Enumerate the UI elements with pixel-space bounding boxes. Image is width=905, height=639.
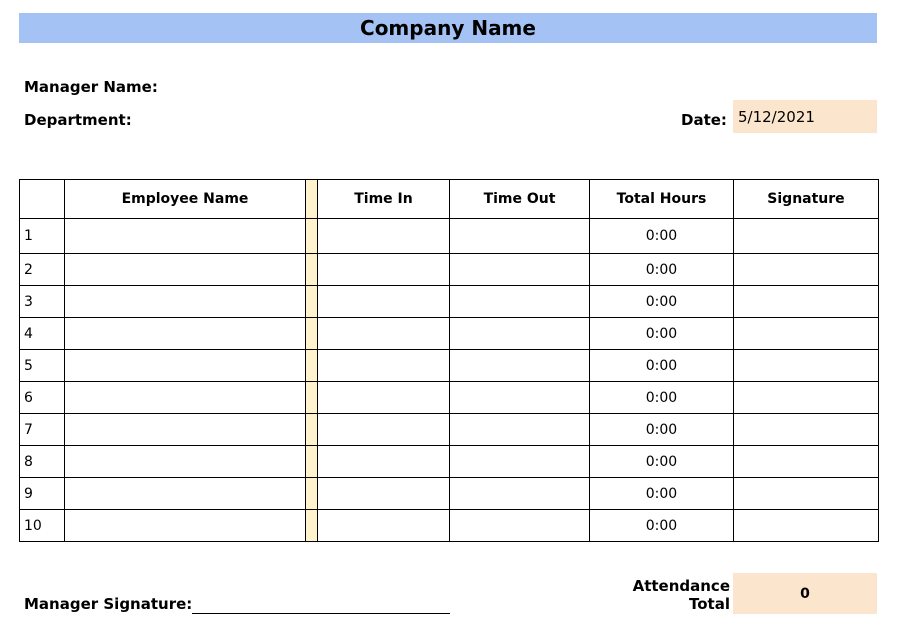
row-number: 10 (20, 510, 65, 542)
total-hours-cell: 0:00 (590, 478, 734, 510)
total-hours-cell: 0:00 (590, 446, 734, 478)
total-hours-cell: 0:00 (590, 254, 734, 286)
table-row (20, 382, 879, 414)
header-number (20, 180, 65, 219)
table-row (20, 254, 879, 286)
row-number: 3 (20, 286, 65, 318)
attendance-table (19, 179, 879, 542)
row-number: 7 (20, 414, 65, 446)
signature-cell[interactable] (734, 254, 879, 286)
signature-cell[interactable] (734, 318, 879, 350)
header-signature: Signature (734, 180, 879, 219)
date-field[interactable]: 5/12/2021 (733, 100, 877, 133)
company-name-title: Company Name (19, 13, 877, 43)
signature-cell[interactable] (734, 286, 879, 318)
header-time-in: Time In (318, 180, 450, 219)
signature-cell[interactable] (734, 219, 879, 254)
total-hours-cell: 0:00 (590, 286, 734, 318)
table-row (20, 350, 879, 382)
time-in-cell[interactable] (318, 478, 450, 510)
attendance-total-label: Attendance Total (632, 577, 730, 613)
row-number: 9 (20, 478, 65, 510)
separator-cell (306, 446, 318, 478)
header-employee-name: Employee Name (65, 180, 306, 219)
employee-name-cell[interactable] (65, 382, 306, 414)
department-label: Department: (24, 111, 132, 129)
table-row (20, 318, 879, 350)
total-hours-cell: 0:00 (590, 350, 734, 382)
employee-name-cell[interactable] (65, 350, 306, 382)
separator-cell (306, 219, 318, 254)
header-total-hours: Total Hours (590, 180, 734, 219)
time-out-cell[interactable] (450, 382, 590, 414)
signature-cell[interactable] (734, 350, 879, 382)
row-number: 6 (20, 382, 65, 414)
separator-cell (306, 414, 318, 446)
time-in-cell[interactable] (318, 350, 450, 382)
row-number: 1 (20, 219, 65, 254)
time-in-cell[interactable] (318, 318, 450, 350)
row-number: 5 (20, 350, 65, 382)
table-row (20, 478, 879, 510)
table-header-row (20, 180, 879, 219)
signature-cell[interactable] (734, 478, 879, 510)
separator-cell (306, 510, 318, 542)
time-in-cell[interactable] (318, 382, 450, 414)
employee-name-cell[interactable] (65, 219, 306, 254)
table-row (20, 219, 879, 254)
row-number: 8 (20, 446, 65, 478)
employee-name-cell[interactable] (65, 286, 306, 318)
time-out-cell[interactable] (450, 219, 590, 254)
employee-name-cell[interactable] (65, 510, 306, 542)
time-in-cell[interactable] (318, 254, 450, 286)
separator-cell (306, 478, 318, 510)
table-row (20, 446, 879, 478)
total-hours-cell: 0:00 (590, 414, 734, 446)
time-out-cell[interactable] (450, 446, 590, 478)
time-in-cell[interactable] (318, 219, 450, 254)
table-row (20, 510, 879, 542)
table-row (20, 414, 879, 446)
employee-name-cell[interactable] (65, 318, 306, 350)
time-in-cell[interactable] (318, 510, 450, 542)
employee-name-cell[interactable] (65, 254, 306, 286)
time-out-cell[interactable] (450, 350, 590, 382)
total-hours-cell: 0:00 (590, 510, 734, 542)
time-out-cell[interactable] (450, 254, 590, 286)
separator-cell (306, 318, 318, 350)
signature-cell[interactable] (734, 446, 879, 478)
separator-cell (306, 286, 318, 318)
time-out-cell[interactable] (450, 478, 590, 510)
time-in-cell[interactable] (318, 286, 450, 318)
total-hours-cell: 0:00 (590, 382, 734, 414)
time-in-cell[interactable] (318, 414, 450, 446)
signature-cell[interactable] (734, 414, 879, 446)
signature-cell[interactable] (734, 382, 879, 414)
row-number: 4 (20, 318, 65, 350)
employee-name-cell[interactable] (65, 446, 306, 478)
separator-cell (306, 350, 318, 382)
employee-name-cell[interactable] (65, 414, 306, 446)
attendance-total-value: 0 (733, 573, 877, 614)
table-row (20, 286, 879, 318)
date-label: Date: (681, 111, 727, 129)
header-time-out: Time Out (450, 180, 590, 219)
time-out-cell[interactable] (450, 414, 590, 446)
time-out-cell[interactable] (450, 318, 590, 350)
total-hours-cell: 0:00 (590, 219, 734, 254)
manager-name-label: Manager Name: (24, 78, 158, 96)
employee-name-cell[interactable] (65, 478, 306, 510)
time-out-cell[interactable] (450, 510, 590, 542)
signature-cell[interactable] (734, 510, 879, 542)
manager-signature-line[interactable] (192, 613, 450, 614)
total-hours-cell: 0:00 (590, 318, 734, 350)
separator-cell (306, 254, 318, 286)
manager-signature-label: Manager Signature: (24, 595, 193, 613)
separator-column (306, 180, 318, 219)
row-number: 2 (20, 254, 65, 286)
time-out-cell[interactable] (450, 286, 590, 318)
separator-cell (306, 382, 318, 414)
time-in-cell[interactable] (318, 446, 450, 478)
